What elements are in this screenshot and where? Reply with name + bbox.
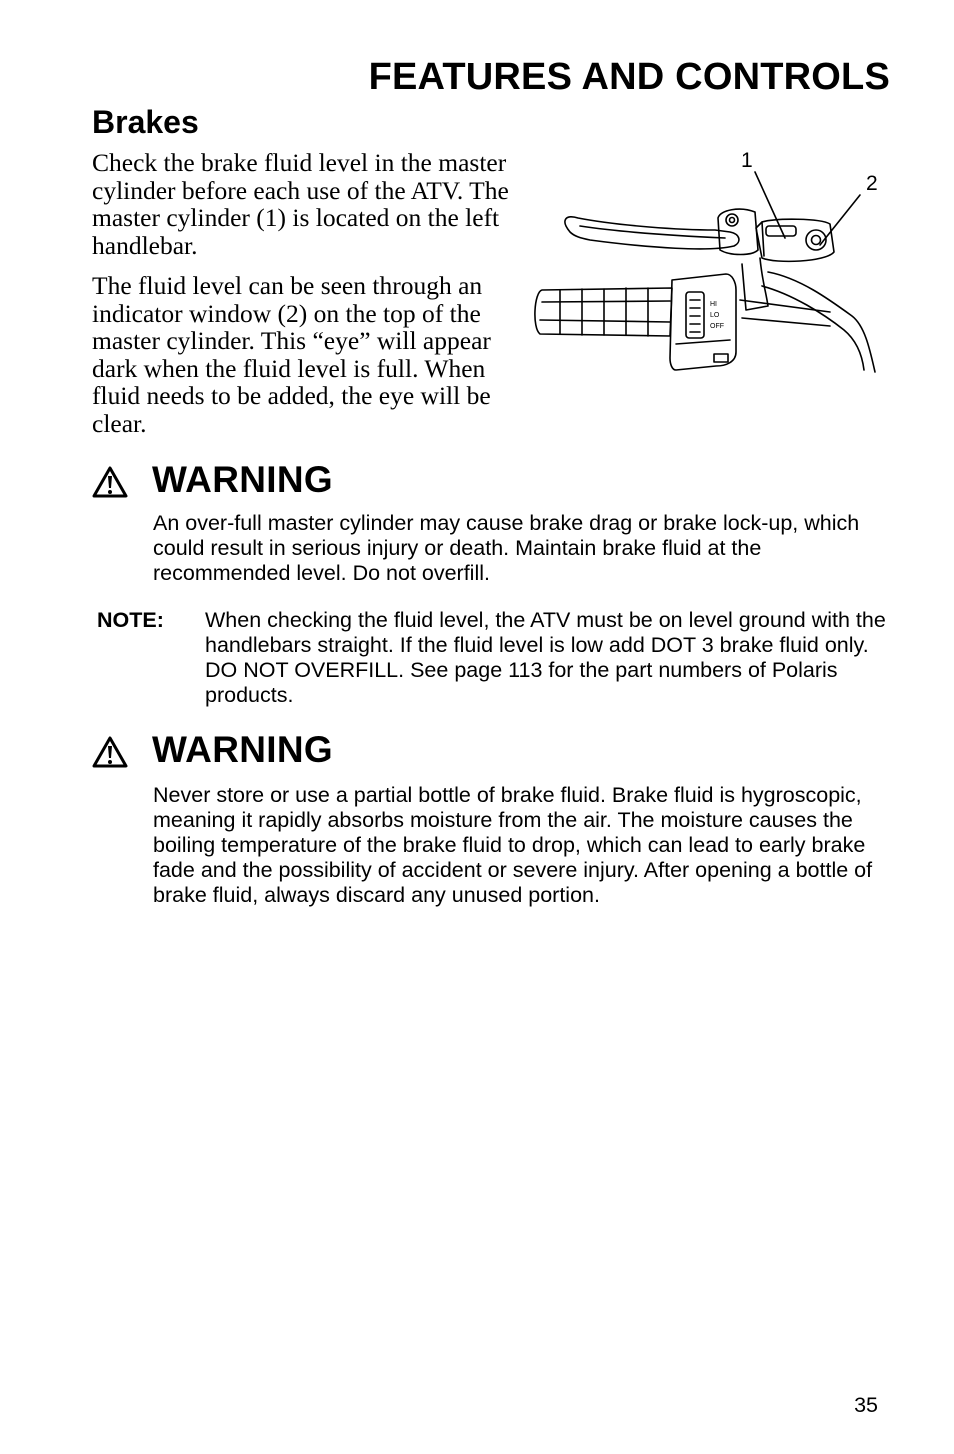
switch-label-off: OFF <box>710 323 724 330</box>
brakes-paragraph-2: The fluid level can be seen through an indicator window (2) on the top of the master cylinder. This “eye” will appear dark when the fluid level is full. When fluid needs to be added, the eye will be clear. <box>92 271 491 438</box>
switch-label-hi: HI <box>710 301 717 308</box>
page-title: FEATURES AND CONTROLS <box>368 56 890 98</box>
warning-1-heading <box>92 455 333 505</box>
warning-1-label: WARNING <box>152 459 333 500</box>
callout-1: 1 <box>741 149 753 172</box>
warning-2-text: Never store or use a partial bottle of brake fluid. Brake fluid is hygroscopic, meaning it rapidly absorbs moisture from the air. The moisture causes the boiling temperature of the brake fluid to drop, which can lead to early brake fade and the possibility of accident or severe injury. After opening a bottle of brake fluid, always discard any unused portion. <box>153 783 873 907</box>
page-number: 35 <box>854 1393 878 1417</box>
callout-2: 2 <box>866 172 878 195</box>
warning-triangle-icon <box>92 736 128 768</box>
switch-label-lo: LO <box>710 312 720 319</box>
section-heading: Brakes <box>92 104 199 140</box>
note-text: When checking the fluid level, the ATV must be on level ground with the handlebars straight. If the fluid level is low add DOT 3 brake fluid only. DO NOT OVERFILL. See page 113 for the part numbers of Polaris products. <box>205 608 886 707</box>
warning-1-text: An over-full master cylinder may cause brake drag or brake lock-up, which could result in serious injury or death. Maintain brake fluid at the recommended level. Do not overfill. <box>153 511 860 585</box>
warning-2-label: WARNING <box>152 729 333 770</box>
warning-triangle-icon <box>92 466 128 498</box>
handlebar-brake-illustration <box>530 140 890 390</box>
brakes-paragraph-1: Check the brake fluid level in the master cylinder before each use of the ATV. The master cylinder (1) is located on the left handlebar. <box>92 148 509 260</box>
note-label: NOTE: <box>97 608 164 632</box>
warning-2-heading <box>92 725 333 775</box>
